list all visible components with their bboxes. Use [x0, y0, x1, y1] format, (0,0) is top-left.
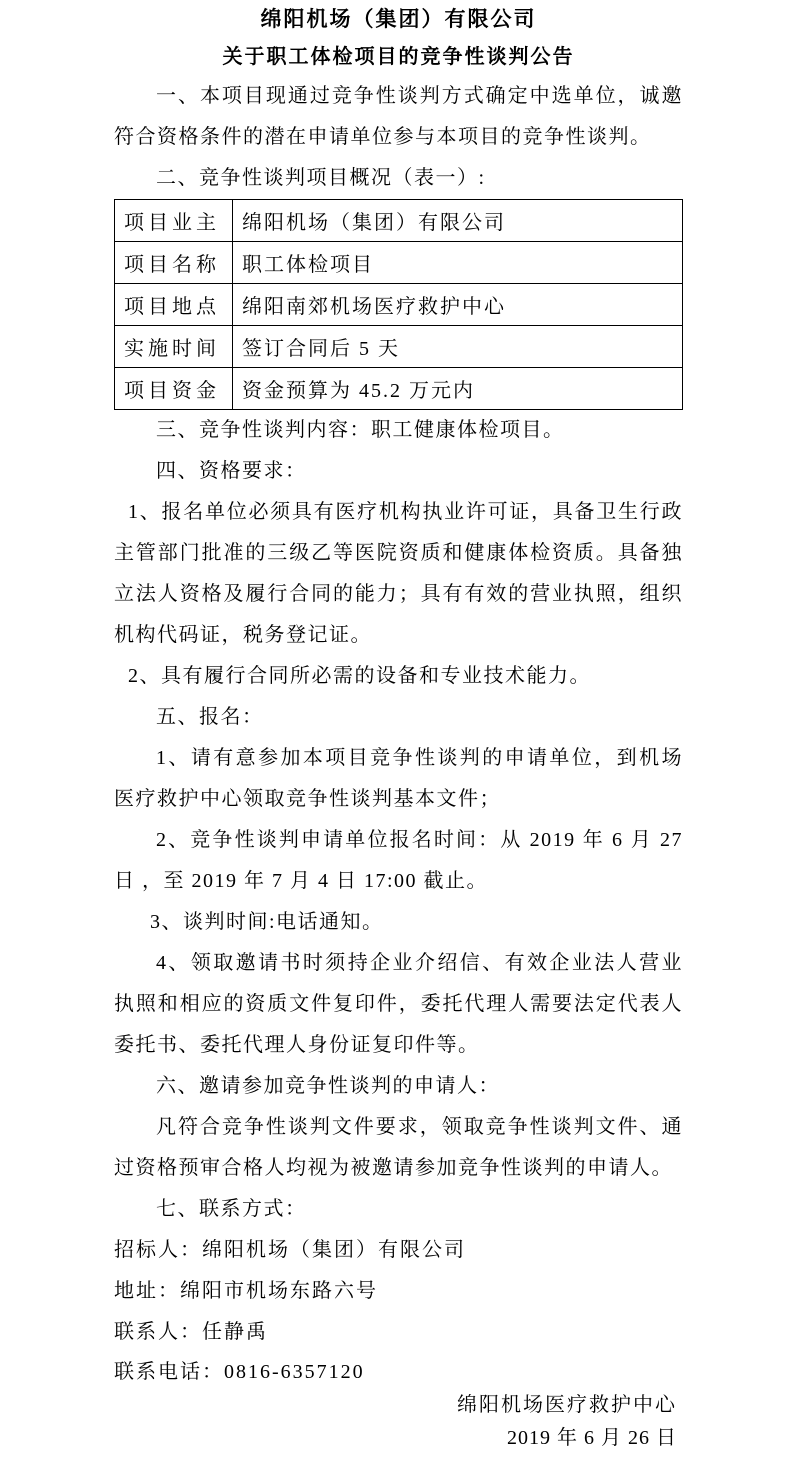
paragraph-intro: 一、本项目现通过竞争性谈判方式确定中选单位，诚邀符合资格条件的潜在申请单位参与本项目的竞争性谈判。 — [114, 85, 683, 148]
section-heading-content: 三、竞争性谈判内容：职工健康体检项目。 — [156, 419, 565, 441]
row-label: 项目地点 — [115, 284, 233, 326]
row-value: 绵阳南郊机场医疗救护中心 — [233, 284, 683, 326]
signature-org: 绵阳机场医疗救护中心 — [457, 1394, 677, 1416]
row-value: 资金预算为 45.2 万元内 — [233, 368, 683, 410]
paragraph-signup-1: 1、请有意参加本项目竞争性谈判的申请单位，到机场医疗救护中心领取竞争性谈判基本文件； — [114, 747, 683, 810]
row-label: 项目资金 — [115, 368, 233, 410]
paragraph-signup-3: 3、谈判时间:电话通知。 — [150, 911, 384, 933]
paragraph-qualification-1: 1、报名单位必须具有医疗机构执业许可证，具备卫生行政主管部门批准的三级乙等医院资质和健康体检资质。具备独立法人资格及履行合同的能力；具有有效的营业执照，组织机构代码证，税务登记证。 — [114, 501, 683, 646]
paragraph-invite-body: 凡符合竞争性谈判文件要求，领取竞争性谈判文件、通过资格预审合格人均视为被邀请参加竞争性谈判的申请人。 — [114, 1116, 683, 1179]
paragraph-qualification-2: 2、具有履行合同所必需的设备和专业技术能力。 — [128, 665, 591, 687]
document-title: 绵阳机场（集团）有限公司 — [260, 7, 537, 31]
signature-block — [114, 1391, 683, 1457]
section-heading-qualification: 四、资格要求： — [156, 460, 307, 482]
document-subtitle: 关于职工体检项目的竞争性谈判公告 — [222, 46, 575, 68]
table-row — [115, 284, 683, 326]
contact-phone: 联系电话：0816-6357120 — [114, 1361, 365, 1383]
table-row — [115, 242, 683, 284]
section-heading-signup: 五、报名： — [156, 706, 264, 728]
project-overview-table — [114, 199, 683, 410]
row-value: 职工体检项目 — [233, 242, 683, 284]
contact-person: 联系人：任静禹 — [114, 1321, 268, 1343]
table-row — [115, 326, 683, 368]
contact-address: 地址：绵阳市机场东路六号 — [114, 1280, 378, 1302]
paragraph-signup-2: 2、竞争性谈判申请单位报名时间：从 2019 年 6 月 27 日 ，至 2019 年 7 月 4 日 17:00 截止。 — [114, 829, 683, 892]
table-row — [115, 368, 683, 410]
row-value: 绵阳机场（集团）有限公司 — [233, 200, 683, 242]
row-value: 签订合同后 5 天 — [233, 326, 683, 368]
row-label: 项目业主 — [115, 200, 233, 242]
row-label: 项目名称 — [115, 242, 233, 284]
section-heading-overview: 二、竞争性谈判项目概况（表一）: — [156, 167, 486, 189]
section-heading-invite: 六、邀请参加竞争性谈判的申请人： — [156, 1075, 500, 1097]
signature-date: 2019 年 6 月 26 日 — [507, 1427, 677, 1449]
row-label: 实施时间 — [115, 326, 233, 368]
section-heading-contact: 七、联系方式： — [156, 1198, 307, 1220]
contact-bidder: 招标人：绵阳机场（集团）有限公司 — [114, 1239, 466, 1261]
paragraph-signup-4: 4、领取邀请书时须持企业介绍信、有效企业法人营业执照和相应的资质文件复印件，委托代理人需要法定代表人委托书、委托代理人身份证复印件等。 — [114, 952, 683, 1056]
table-row — [115, 200, 683, 242]
